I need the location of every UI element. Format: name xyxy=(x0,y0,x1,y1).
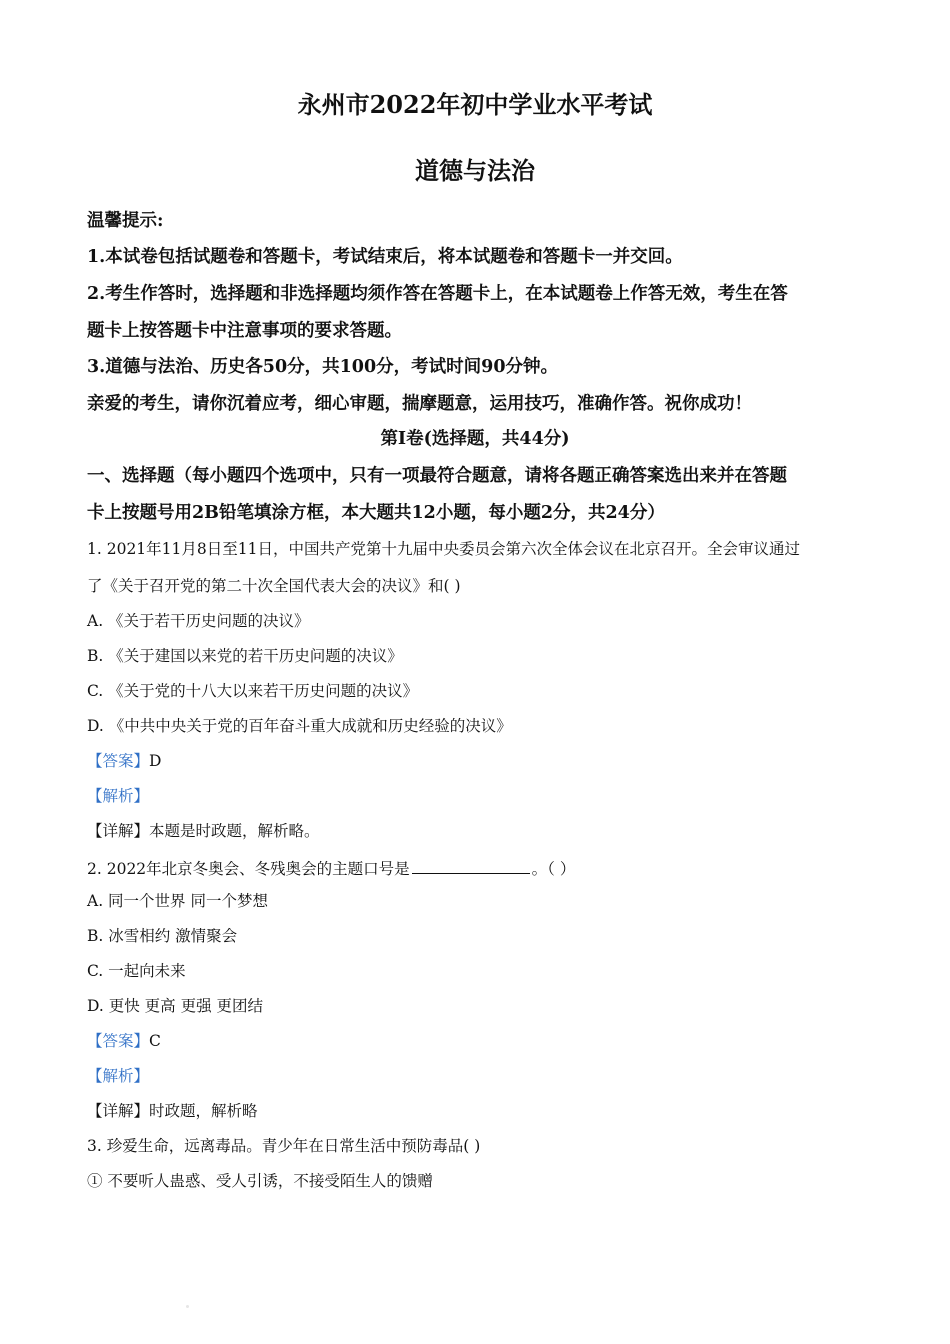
q1-option-d: D. 《中共中央关于党的百年奋斗重大成就和历史经验的决议》 xyxy=(87,717,512,735)
q2-detail: 【详解】时政题，解析略 xyxy=(87,1102,258,1120)
notice-heading: 温馨提示: xyxy=(87,211,164,231)
q2-analysis-label: 【解析】 xyxy=(87,1067,150,1085)
answer-label: 【答案】 xyxy=(87,1032,150,1050)
q2-stem-before: 2. 2022年北京冬奥会、冬残奥会的主题口号是 xyxy=(87,860,410,878)
q1-answer xyxy=(87,754,161,770)
q1-stem-line-1: 1. 2021年11月8日至11日，中国共产党第十九届中央委员会第六次全体会议在北京召开。全会审议通过 xyxy=(87,540,800,558)
notice-wish: 亲爱的考生，请你沉着应考，细心审题，揣摩题意，运用技巧，准确作答。祝你成功！ xyxy=(87,394,752,414)
volume-title: 第Ⅰ卷(选择题，共44分) xyxy=(380,429,570,449)
q3-stem: 3. 珍爱生命，远离毒品。青少年在日常生活中预防毒品( ) xyxy=(87,1137,481,1155)
answer-label: 【答案】 xyxy=(87,752,150,770)
q2-stem xyxy=(87,859,575,878)
q1-analysis-label: 【解析】 xyxy=(87,787,150,805)
q1-stem-line-2: 了《关于召开党的第二十次全国代表大会的决议》和( ) xyxy=(87,577,461,595)
q2-option-c: C. 一起向未来 xyxy=(87,962,186,980)
q2-option-d: D. 更快 更高 更强 更团结 xyxy=(87,997,264,1015)
page-speck xyxy=(186,1305,189,1308)
exam-title: 永州市2022年初中学业水平考试 xyxy=(297,90,653,119)
q2-answer xyxy=(87,1034,161,1050)
q1-option-c: C. 《关于党的十八大以来若干历史问题的决议》 xyxy=(87,682,419,700)
subject-title: 道德与法治 xyxy=(415,156,535,185)
q2-option-a: A. 同一个世界 同一个梦想 xyxy=(87,892,268,910)
q1-detail: 【详解】本题是时政题，解析略。 xyxy=(87,822,320,840)
part1-instructions-line-1: 一、选择题（每小题四个选项中，只有一项最符合题意，请将各题正确答案选出来并在答题 xyxy=(87,466,787,486)
notice-item-3: 3.道德与法治、历史各50分，共100分，考试时间90分钟。 xyxy=(87,357,559,377)
q1-option-a: A. 《关于若干历史问题的决议》 xyxy=(87,612,310,630)
answer-value: D xyxy=(149,752,162,770)
answer-value: C xyxy=(149,1032,161,1050)
notice-item-2-line-2: 题卡上按答题卡中注意事项的要求答题。 xyxy=(87,321,402,341)
q3-item-1: ① 不要听人蛊惑、受人引诱，不接受陌生人的馈赠 xyxy=(87,1172,433,1190)
q2-stem-after: 。（ ） xyxy=(531,860,576,878)
part1-instructions-line-2: 卡上按题号用2B铅笔填涂方框，本大题共12小题，每小题2分，共24分） xyxy=(87,503,665,523)
q1-option-b: B. 《关于建国以来党的若干历史问题的决议》 xyxy=(87,647,403,665)
notice-item-2-line-1: 2.考生作答时，选择题和非选择题均须作答在答题卡上，在本试题卷上作答无效，考生在答 xyxy=(87,284,788,304)
notice-item-1: 1.本试卷包括试题卷和答题卡，考试结束后，将本试题卷和答题卡一并交回。 xyxy=(87,247,683,267)
fill-blank xyxy=(412,859,530,874)
q2-option-b: B. 冰雪相约 激情聚会 xyxy=(87,927,238,945)
